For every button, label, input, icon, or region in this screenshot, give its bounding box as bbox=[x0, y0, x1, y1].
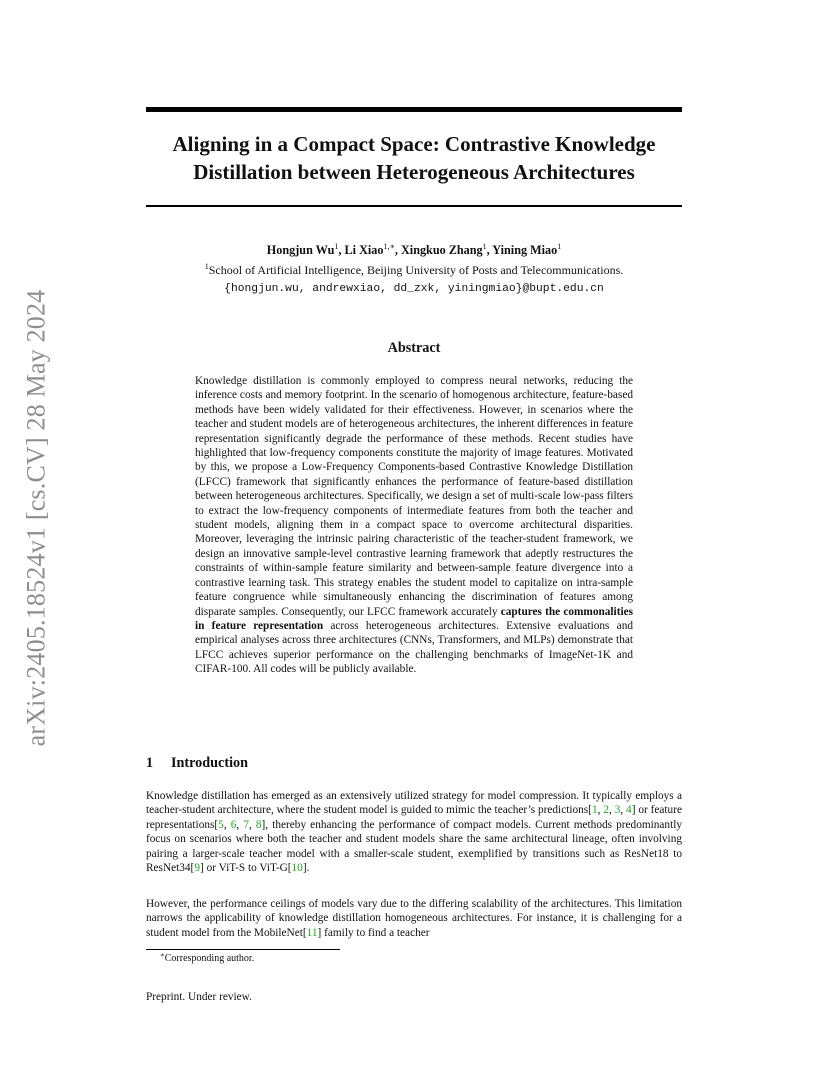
paragraph-text: , bbox=[597, 804, 604, 817]
author-name: Hongjun Wu bbox=[266, 243, 335, 257]
author-emails[interactable]: {hongjun.wu, andrewxiao, dd_zxk, yiningmiao}@bupt.edu.cn bbox=[224, 283, 604, 295]
footnote-mark: ∗ bbox=[160, 951, 165, 959]
footnote-text: Corresponding author. bbox=[164, 953, 255, 964]
section-number: 1 bbox=[146, 755, 154, 771]
paragraph-text: ], thereby enhancing the performance of compact models. Current methods predominantly focus on scenarios where both the teacher and student models share the same architectural lineage, often involving pairing a larger-scale teacher model with a smaller-scale student, exemplified by transitions such as ResNet18 to ResNet34[ bbox=[146, 818, 682, 875]
paragraph-text: However, the performance ceilings of models vary due to the differing scalability of the architectures. This limitation narrows the applicability of knowledge distillation homogeneous architectures. For instance, it is challenging for a student model from the MobileNet[ bbox=[146, 898, 682, 939]
citation-link[interactable]: 3 bbox=[614, 804, 621, 817]
paper-title-line-1: Aligning in a Compact Space: Contrastive Knowledge bbox=[172, 132, 656, 156]
author-name: Li Xiao bbox=[344, 243, 384, 257]
paragraph-text: ] or ViT-S to ViT-G[ bbox=[199, 862, 292, 875]
citation-link[interactable]: 11 bbox=[306, 926, 318, 939]
paragraph-text: ]. bbox=[302, 862, 310, 875]
paragraph-text: , bbox=[608, 804, 615, 817]
title-top-rule bbox=[146, 107, 682, 112]
paragraph-text: Knowledge distillation has emerged as an extensively utilized strategy for model compression. It typically employs a teacher-student architecture, where the student model is guided to mimic the teacher’s predictions[ bbox=[146, 790, 682, 817]
citation-link[interactable]: 8 bbox=[255, 818, 262, 831]
author-affiliation-mark: 1 bbox=[557, 242, 562, 251]
section-heading-introduction bbox=[146, 754, 682, 772]
citation-link[interactable]: 4 bbox=[626, 804, 632, 817]
title-bottom-rule bbox=[146, 205, 682, 207]
author-affiliation bbox=[146, 263, 682, 278]
paragraph-text: ] family to find a teacher bbox=[317, 926, 430, 939]
abstract-text-start: Knowledge distillation is commonly employed to compress neural networks, reducing the inference costs and memory footprint. In the scenario of homogenous architecture, feature-based methods have been widely validated for their effectiveness. However, in scenarios where the teacher and student models are of heterogeneous architectures, the inherent differences in feature representation significantly degrade the performance of these methods. Recent studies have highlighted that low-frequency components constitute the majority of image features. Motivated by this, we propose a Low-Frequency Components-based Contrastive Knowledge Distillation (LFCC) framework that significantly enhances the performance of feature-based distillation between heterogeneous architectures. Specifically, we design a set of multi-scale low-pass filters to extract the low-frequency components of intermediate features from both the teacher and student models, aligning them in a compact space to overcome architectural disparities. Moreover, leveraging the intrinsic pairing characteristic of the teacher-student framework, we design an innovative sample-level contrastive learning framework that adeptly restructures the constraints of within-sample feature similarity and between-sample feature divergence into a contrastive learning task. This strategy enables the student model to capitalize on intra-sample feature congruence while simultaneously enhancing the discrimination of features among disparate samples. Consequently, our LFCC framework accurately bbox=[195, 375, 633, 618]
author-affiliation-mark: 1 bbox=[334, 242, 339, 251]
arxiv-identifier-text: arXiv:2405.18524v1 [cs.CV] 28 May 2024 bbox=[21, 289, 50, 746]
citation-link[interactable]: 6 bbox=[230, 818, 237, 831]
abstract-body bbox=[195, 374, 633, 677]
footnote-rule bbox=[146, 949, 340, 950]
paper-title-line-2: Distillation between Heterogeneous Architectures bbox=[193, 160, 635, 184]
paragraph-text: ] or feature representations[ bbox=[146, 804, 682, 831]
introduction-paragraph-1 bbox=[146, 789, 682, 875]
author-separator: , bbox=[486, 243, 493, 257]
citation-link[interactable]: 7 bbox=[243, 818, 249, 831]
preprint-note: Preprint. Under review. bbox=[146, 991, 252, 1003]
author-affiliation-mark: 1 bbox=[482, 242, 487, 251]
arxiv-identifier-stamp bbox=[14, 275, 58, 760]
affiliation-mark: 1 bbox=[204, 262, 209, 271]
introduction-paragraph-2 bbox=[146, 897, 682, 940]
section-title: Introduction bbox=[171, 755, 248, 771]
abstract-text-end: across heterogeneous architectures. Extensive evaluations and empirical analyses across three architectures (CNNs, Transformers, and MLPs) demonstrate that LFCC achieves superior performance on the challenging benchmarks of ImageNet-1K and CIFAR-100. All codes will be publicly available. bbox=[195, 619, 633, 676]
footnote bbox=[160, 953, 680, 965]
author-affiliation-mark: 1,∗ bbox=[383, 242, 395, 251]
paragraph-text: , bbox=[236, 818, 244, 831]
abstract-bold-phrase: captures the commonalities in feature representation bbox=[195, 605, 634, 632]
paragraph-text: , bbox=[223, 818, 231, 831]
citation-link[interactable]: 10 bbox=[291, 862, 303, 875]
author-separator: , bbox=[394, 243, 401, 257]
citation-link[interactable]: 9 bbox=[194, 862, 200, 875]
citation-link[interactable]: 5 bbox=[218, 818, 224, 831]
author-list bbox=[146, 242, 682, 258]
author-name: Xingkuo Zhang bbox=[401, 243, 483, 257]
affiliation-text: School of Artificial Intelligence, Beijing University of Posts and Telecommunications. bbox=[208, 263, 624, 277]
abstract-heading: Abstract bbox=[387, 340, 441, 356]
author-name: Yining Miao bbox=[492, 243, 558, 257]
citation-link[interactable]: 1 bbox=[591, 804, 598, 817]
paper-title bbox=[130, 130, 698, 186]
paragraph-text: , bbox=[620, 804, 627, 817]
citation-link[interactable]: 2 bbox=[603, 804, 609, 817]
author-separator: , bbox=[338, 243, 345, 257]
paragraph-text: , bbox=[248, 818, 256, 831]
